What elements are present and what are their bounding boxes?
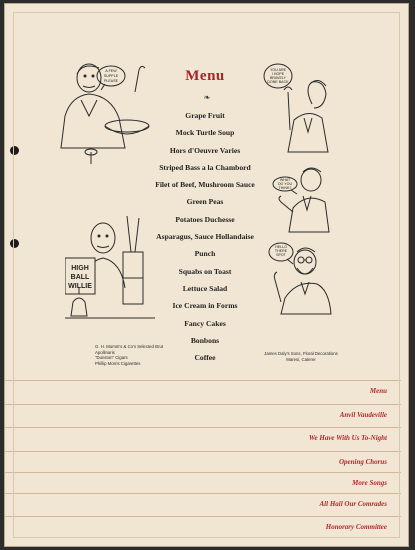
bubble-line: THINK? — [278, 186, 292, 190]
credit-line: "Dunston" Cigars — [95, 355, 128, 361]
course-item: Asparagus, Sauce Hollandaise — [156, 232, 254, 242]
bubble-line: THERE — [274, 249, 288, 253]
binder-hole-bottom — [10, 239, 19, 248]
bubble-line: HELLO — [275, 245, 287, 249]
sign-line: BALL — [70, 274, 90, 281]
credits-right — [237, 351, 365, 362]
tab-more-songs[interactable]: More Songs — [5, 472, 401, 493]
tab-opening-chorus[interactable]: Opening Chorus — [5, 451, 401, 472]
menu-title: Menu — [185, 68, 225, 84]
course-item: Mock Turtle Soup — [175, 128, 235, 138]
bubble-line: SPOT — [276, 253, 286, 257]
course-item: Grape Fruit — [185, 111, 225, 120]
credit-line: Maresi, Caterer — [286, 356, 316, 362]
bubble-line: A FEW — [105, 69, 117, 73]
course-item: Striped Bass a la Chambord — [159, 162, 251, 172]
bubble-line: DO YOU — [277, 182, 293, 186]
bubble-line: YOU ARE — [270, 68, 286, 72]
tab-anvil-vaudeville[interactable]: Anvil Vaudeville — [5, 404, 401, 425]
bubble-line: PLEASE — [104, 79, 118, 83]
bubble-line: I HOPE — [271, 72, 285, 76]
bubble-line: SUPPLE — [103, 74, 119, 78]
credit-line: James Daly's Sons, Floral Decorations — [264, 351, 338, 356]
sign-line: HIGH — [71, 265, 89, 272]
course-item: Coffee — [194, 353, 216, 363]
credit-line: Apollinaris — [95, 349, 115, 355]
course-item: Potatoes Duchesse — [175, 214, 235, 224]
ornament-icon: ❧ — [203, 93, 211, 102]
course-item: Ice Cream in Forms — [172, 301, 238, 311]
course-item: Bonbons — [190, 335, 220, 345]
course-item: Punch — [194, 249, 216, 259]
bubble-line: BRAVELY — [269, 76, 287, 80]
course-item: Green Peas — [186, 197, 224, 207]
section-tabs — [5, 380, 410, 540]
course-item: Filet of Beef, Mushroom Sauce — [155, 180, 255, 190]
binder-hole-top — [10, 146, 19, 155]
credits-left — [95, 344, 163, 366]
sign-line: WILLIE — [68, 283, 92, 290]
tab-all-hail-our-comrades[interactable]: All Hail Our Comrades — [5, 493, 401, 514]
course-item: Lettuce Salad — [182, 283, 228, 293]
course-item: Fancy Cakes — [184, 318, 226, 328]
tab-menu[interactable]: Menu — [5, 380, 401, 401]
tab-we-have-with-us[interactable]: We Have With Us To-Night — [5, 427, 401, 448]
credit-line: Phillip Morris Cigarettes — [95, 360, 141, 366]
credit-line: G. H. Mumm's & Co's Selected Brut — [95, 344, 164, 349]
bubble-line: DONE BACK — [267, 80, 289, 84]
bubble-line: WHAT — [279, 178, 291, 182]
course-list — [125, 107, 285, 366]
course-item: Hors d'Oeuvre Varies — [169, 145, 241, 155]
menu-page — [4, 3, 409, 547]
tab-honorary-committee[interactable]: Honorary Committee — [5, 516, 401, 537]
course-item: Squabs on Toast — [178, 266, 232, 276]
